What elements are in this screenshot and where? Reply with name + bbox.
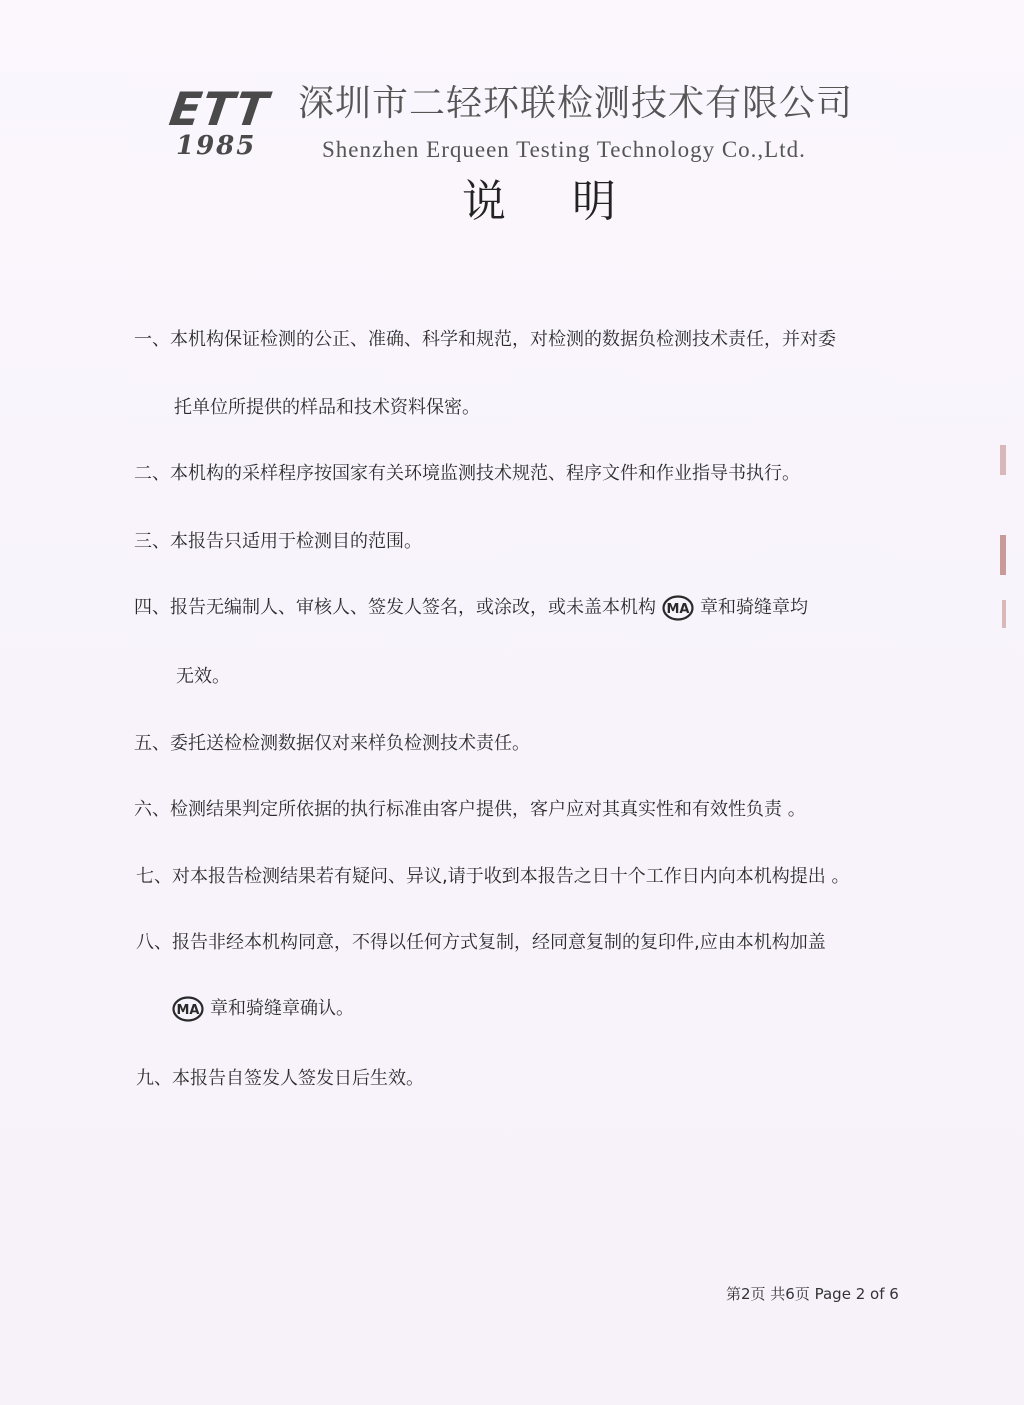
item-number: 七、: [136, 866, 172, 887]
page-number-footer: 第2页 共6页 Page 2 of 6: [726, 1285, 899, 1303]
edge-stamp-mark: [1002, 600, 1006, 628]
item-text: 报告无编制人、审核人、签发人签名，或涂改，或未盖本机构: [170, 597, 656, 618]
company-logo: [166, 82, 290, 166]
item-text: 托单位所提供的样品和技术资料保密。: [174, 397, 480, 418]
cma-seal-text: MA: [666, 602, 690, 617]
list-item: [136, 865, 849, 889]
company-name-english: Shenzhen Erqueen Testing Technology Co.,Ltd.: [322, 137, 806, 162]
item-number: 四、: [134, 597, 170, 618]
item-text: 检测结果判定所依据的执行标准由客户提供，客户应对其真实性和有效性负责 。: [170, 799, 806, 820]
cma-seal-icon: [172, 996, 204, 1022]
list-item: [134, 462, 800, 486]
letterhead: [166, 82, 870, 172]
list-item: [134, 530, 422, 554]
company-name-chinese: 深圳市二轻环联检测技术有限公司: [298, 83, 854, 124]
list-item-continuation: [172, 996, 354, 1022]
item-text: 章和骑缝章均: [700, 597, 808, 618]
item-number: 三、: [134, 531, 170, 552]
item-number: 二、: [134, 463, 170, 484]
item-text: 委托送检检测数据仅对来样负检测技术责任。: [170, 733, 530, 754]
item-text: 报告非经本机构同意，不得以任何方式复制，经同意复制的复印件,应由本机构加盖: [172, 932, 826, 953]
logo-ett-text: ETT: [166, 82, 273, 136]
item-number: 六、: [134, 799, 170, 820]
list-item-continuation: [176, 665, 230, 689]
list-item: [134, 328, 836, 352]
edge-stamp-mark: [1000, 535, 1006, 575]
item-number: 九、: [136, 1068, 172, 1089]
item-text: 本机构保证检测的公正、准确、科学和规范，对检测的数据负检测技术责任，并对委: [170, 329, 836, 350]
cma-seal-text: MA: [176, 1003, 200, 1018]
item-text: 本机构的采样程序按国家有关环境监测技术规范、程序文件和作业指导书执行。: [170, 463, 800, 484]
item-text: 本报告只适用于检测目的范围。: [170, 531, 422, 552]
item-number: 一、: [134, 329, 170, 350]
item-number: 五、: [134, 733, 170, 754]
list-item: [134, 595, 808, 621]
list-item: [136, 931, 826, 955]
edge-stamp-mark: [1000, 445, 1006, 475]
item-text: 无效。: [176, 666, 230, 687]
list-item: [136, 1067, 424, 1091]
item-text: 对本报告检测结果若有疑问、异议,请于收到本报告之日十个工作日内向本机构提出 。: [172, 866, 850, 887]
list-item: [134, 798, 806, 822]
item-text: 本报告自签发人签发日后生效。: [172, 1068, 424, 1089]
list-item-continuation: [174, 396, 480, 420]
item-text: 章和骑缝章确认。: [210, 998, 354, 1019]
document-title: 说明: [462, 176, 682, 227]
cma-seal-icon: [662, 595, 694, 621]
logo-year-text: 1985: [176, 131, 257, 161]
list-item: [134, 732, 530, 756]
item-number: 八、: [136, 932, 172, 953]
